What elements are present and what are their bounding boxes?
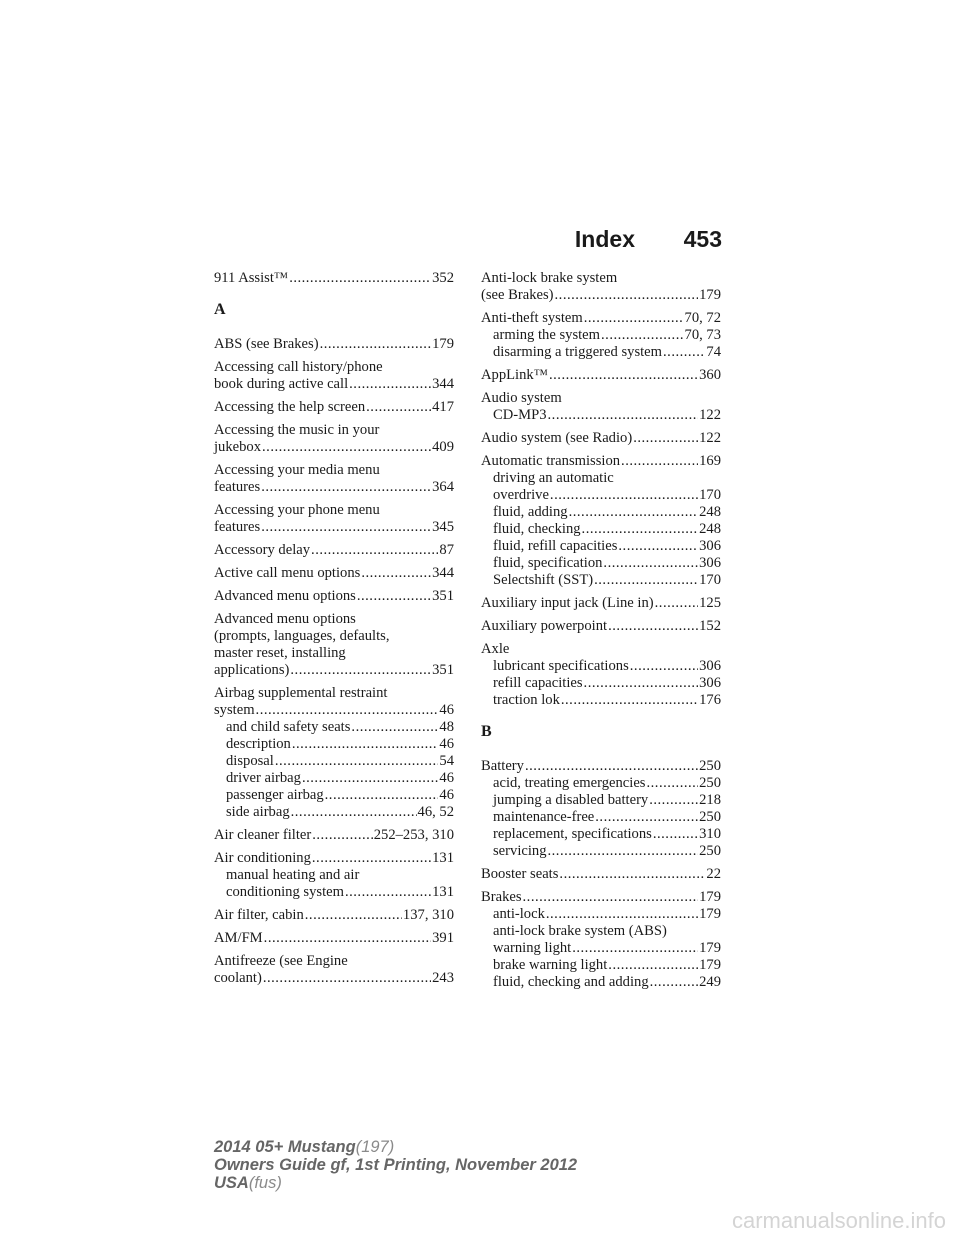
- index-subentry-line: [481, 843, 721, 860]
- index-column-left: [214, 270, 454, 993]
- index-term: Active call menu options: [214, 565, 361, 581]
- dot-leader: [275, 753, 439, 770]
- site-watermark: carmanualsonline.info: [731, 1208, 946, 1233]
- index-entry-line: [214, 930, 454, 947]
- index-entry-line: [481, 641, 721, 658]
- index-term: CD-MP3: [493, 407, 547, 423]
- index-entry-line: [214, 462, 454, 479]
- dot-leader: [261, 519, 431, 536]
- dot-leader: [555, 287, 699, 304]
- index-letter-heading: A: [214, 301, 226, 318]
- dot-leader: [320, 336, 432, 353]
- index-term: acid, treating emergencies: [493, 775, 646, 791]
- dot-leader: [561, 692, 698, 709]
- index-entry: [214, 399, 454, 416]
- index-entry-line: [214, 645, 454, 662]
- page-reference: 122: [699, 430, 721, 446]
- dot-leader: [649, 792, 698, 809]
- dot-leader: [290, 662, 431, 679]
- index-term: AM/FM: [214, 930, 263, 946]
- index-entry-line: [214, 502, 454, 519]
- index-term: Accessing the help screen: [214, 399, 366, 415]
- index-entry: [214, 462, 454, 496]
- footer-line-2: [214, 1156, 577, 1174]
- index-term: maintenance-free: [493, 809, 595, 825]
- dot-leader: [325, 787, 439, 804]
- index-term: and child safety seats: [226, 719, 351, 735]
- page-reference: 170: [699, 487, 721, 503]
- index-term: applications): [214, 662, 290, 678]
- index-entry-line: [214, 662, 454, 679]
- footer-printing: Owners Guide gf, 1st Printing, November 2012: [214, 1156, 578, 1174]
- dot-leader: [548, 407, 699, 424]
- index-term: fluid, adding: [493, 504, 568, 520]
- page-reference: 54: [439, 753, 454, 769]
- index-subentry-line: [481, 538, 721, 555]
- index-term: overdrive: [493, 487, 549, 503]
- index-term: jukebox: [214, 439, 262, 455]
- dot-leader: [312, 850, 431, 867]
- page-reference: 360: [699, 367, 721, 383]
- index-term: AppLink™: [481, 367, 548, 383]
- index-term: fluid, checking and adding: [493, 974, 649, 990]
- index-subentry-line: [214, 770, 454, 787]
- page-reference: 409: [432, 439, 454, 455]
- index-entry: [481, 758, 721, 860]
- dot-leader: [584, 310, 684, 327]
- index-term: Accessory delay: [214, 542, 311, 558]
- index-term: Accessing your media menu: [214, 462, 380, 478]
- index-entry-line: [481, 270, 721, 287]
- dot-leader: [655, 595, 698, 612]
- page-reference: 87: [439, 542, 454, 558]
- index-entry: [214, 611, 454, 679]
- page-reference: 364: [432, 479, 454, 495]
- dot-leader: [608, 618, 698, 635]
- dot-leader: [366, 399, 431, 416]
- index-term: Antifreeze (see Engine: [214, 953, 348, 969]
- index-term: Automatic transmission: [481, 453, 621, 469]
- index-entry-line: [214, 359, 454, 376]
- index-entry-line: [214, 336, 454, 353]
- index-subentry-line: [214, 753, 454, 770]
- index-term: Advanced menu options: [214, 611, 356, 627]
- index-term: fluid, refill capacities: [493, 538, 618, 554]
- index-entry: [481, 367, 721, 384]
- index-column-right: [481, 270, 721, 997]
- page-reference: 137, 310: [402, 907, 454, 923]
- index-term: anti-lock brake system (ABS): [493, 923, 667, 939]
- index-subentry-line: [481, 521, 721, 538]
- page-reference: 250: [699, 809, 721, 825]
- index-subentry-line: [214, 804, 454, 821]
- dot-leader: [264, 930, 431, 947]
- index-term: Accessing call history/phone: [214, 359, 383, 375]
- index-term: Booster seats: [481, 866, 559, 882]
- index-subentry-line: [481, 923, 721, 940]
- page-reference: 250: [699, 775, 721, 791]
- index-term: manual heating and air: [226, 867, 360, 883]
- index-term: driving an automatic: [493, 470, 614, 486]
- index-term: master reset, installing: [214, 645, 346, 661]
- index-subentry-line: [481, 906, 721, 923]
- index-term: features: [214, 519, 261, 535]
- dot-leader: [292, 736, 439, 753]
- page-reference: 218: [699, 792, 721, 808]
- page-reference: 391: [432, 930, 454, 946]
- page-reference: 170: [699, 572, 721, 588]
- page-reference: 46: [439, 702, 454, 718]
- index-subentry-line: [481, 572, 721, 589]
- index-entry: [214, 930, 454, 947]
- index-subentry-line: [214, 867, 454, 884]
- index-entry-line: [214, 519, 454, 536]
- index-entry-line: [481, 430, 721, 447]
- index-subentry-line: [481, 470, 721, 487]
- index-term: lubricant specifications: [493, 658, 629, 674]
- page-reference: 46: [439, 787, 454, 803]
- index-subentry-line: [481, 775, 721, 792]
- index-term: refill capacities: [493, 675, 583, 691]
- index-term: Auxiliary input jack (Line in): [481, 595, 654, 611]
- index-term: Selectshift (SST): [493, 572, 594, 588]
- index-subentry-line: [214, 719, 454, 736]
- dot-leader: [256, 702, 439, 719]
- index-term: Air conditioning: [214, 850, 311, 866]
- index-subentry-line: [481, 327, 721, 344]
- index-term: Anti-lock brake system: [481, 270, 618, 286]
- index-subentry-line: [481, 809, 721, 826]
- page-reference: 345: [432, 519, 454, 535]
- page-reference: 252–253, 310: [373, 827, 454, 843]
- index-entry-line: [214, 588, 454, 605]
- page-reference: 131: [432, 850, 454, 866]
- footer-line-3: [214, 1174, 577, 1192]
- page-reference: 249: [699, 974, 721, 990]
- page-reference: 48: [439, 719, 454, 735]
- page-reference: 250: [699, 758, 721, 774]
- dot-leader: [601, 327, 684, 344]
- page-reference: 122: [699, 407, 721, 423]
- index-entry-line: [214, 422, 454, 439]
- index-term: (prompts, languages, defaults,: [214, 628, 390, 644]
- page-reference: 152: [699, 618, 721, 634]
- page-reference: 74: [706, 344, 721, 360]
- dot-leader: [621, 453, 698, 470]
- index-term: Brakes: [481, 889, 522, 905]
- dot-leader: [559, 866, 705, 883]
- footer-market: USA: [214, 1174, 249, 1192]
- index-entry: [214, 588, 454, 605]
- index-subentry-line: [481, 957, 721, 974]
- page-footer: [214, 1138, 577, 1192]
- page-reference: 46, 52: [417, 804, 454, 820]
- dot-leader: [594, 572, 698, 589]
- index-term: Air filter, cabin: [214, 907, 304, 923]
- index-entry: [214, 953, 454, 987]
- dot-leader: [311, 542, 438, 559]
- page-reference: 352: [432, 270, 454, 286]
- index-entry: [481, 641, 721, 709]
- dot-leader: [663, 344, 705, 361]
- page-reference: 306: [699, 675, 721, 691]
- index-term: Accessing your phone menu: [214, 502, 380, 518]
- index-entry-line: [481, 287, 721, 304]
- index-term: ABS (see Brakes): [214, 336, 319, 352]
- index-subentry-line: [481, 487, 721, 504]
- index-entry-line: [214, 953, 454, 970]
- dot-leader: [653, 826, 698, 843]
- footer-market-code: (fus): [248, 1174, 282, 1192]
- dot-leader: [357, 588, 431, 605]
- dot-leader: [312, 827, 373, 844]
- index-subentry-line: [481, 974, 721, 991]
- index-entry: [214, 542, 454, 559]
- page-reference: 46: [439, 770, 454, 786]
- page-reference: 306: [699, 538, 721, 554]
- index-subentry-line: [214, 787, 454, 804]
- index-entry-line: [481, 310, 721, 327]
- index-subentry-line: [481, 555, 721, 572]
- page-reference: 306: [699, 555, 721, 571]
- index-entry: [481, 453, 721, 589]
- index-entry-line: [214, 479, 454, 496]
- index-entry: [214, 502, 454, 536]
- index-entry: [481, 270, 721, 304]
- index-entry-line: [214, 628, 454, 645]
- index-entry: [481, 595, 721, 612]
- index-term: features: [214, 479, 261, 495]
- page-reference: 131: [432, 884, 454, 900]
- footer-page-code: (197): [355, 1138, 395, 1156]
- page-title: Index: [574, 226, 635, 252]
- page-reference: 179: [699, 940, 721, 956]
- dot-leader: [647, 775, 699, 792]
- dot-leader: [289, 270, 431, 287]
- index-term: side airbag: [226, 804, 290, 820]
- index-term: system: [214, 702, 255, 718]
- index-entry: [214, 827, 454, 844]
- index-term: Axle: [481, 641, 510, 657]
- index-subentry-line: [481, 344, 721, 361]
- index-term: description: [226, 736, 291, 752]
- index-entry: [481, 866, 721, 883]
- index-entry: [214, 270, 454, 287]
- index-term: disarming a triggered system: [493, 344, 663, 360]
- page-number: 453: [683, 226, 722, 252]
- footer-model: 2014 05+ Mustang: [214, 1138, 356, 1156]
- page-reference: 243: [432, 970, 454, 986]
- index-term: disposal: [226, 753, 274, 769]
- index-entry-line: [214, 439, 454, 456]
- dot-leader: [633, 430, 698, 447]
- index-entry-line: [214, 565, 454, 582]
- index-entry: [481, 390, 721, 424]
- index-entry-line: [214, 376, 454, 393]
- index-entry-line: [481, 453, 721, 470]
- index-entry-line: [481, 889, 721, 906]
- index-term: arming the system: [493, 327, 601, 343]
- index-entry: [481, 618, 721, 635]
- index-entry-line: [481, 367, 721, 384]
- dot-leader: [525, 758, 698, 775]
- index-entry-line: [214, 270, 454, 287]
- index-term: conditioning system: [226, 884, 344, 900]
- index-subentry-line: [481, 826, 721, 843]
- index-term: anti-lock: [493, 906, 545, 922]
- index-entry: [214, 422, 454, 456]
- index-entry: [214, 850, 454, 901]
- dot-leader: [618, 538, 698, 555]
- page-reference: 179: [699, 906, 721, 922]
- dot-leader: [595, 809, 698, 826]
- dot-leader: [302, 770, 438, 787]
- dot-leader: [263, 970, 431, 987]
- dot-leader: [546, 906, 698, 923]
- dot-leader: [584, 675, 699, 692]
- page-reference: 250: [699, 843, 721, 859]
- index-term: passenger airbag: [226, 787, 324, 803]
- index-entry-line: [481, 758, 721, 775]
- dot-leader: [349, 376, 431, 393]
- page-reference: 70, 73: [684, 327, 721, 343]
- dot-leader: [569, 504, 699, 521]
- page-reference: 344: [432, 376, 454, 392]
- index-subentry-line: [481, 792, 721, 809]
- dot-leader: [582, 521, 699, 538]
- page-reference: 125: [699, 595, 721, 611]
- index-entry-line: [214, 542, 454, 559]
- index-term: Audio system: [481, 390, 562, 406]
- page-reference: 351: [432, 662, 454, 678]
- dot-leader: [305, 907, 402, 924]
- index-entry-line: [481, 595, 721, 612]
- index-entry-line: [214, 399, 454, 416]
- index-term: warning light: [493, 940, 572, 956]
- index-term: jumping a disabled battery: [493, 792, 649, 808]
- index-entry: [214, 565, 454, 582]
- index-entry-line: [214, 970, 454, 987]
- index-entry: [481, 889, 721, 991]
- index-entry: [214, 359, 454, 393]
- index-subentry-line: [214, 884, 454, 901]
- page-header: [214, 226, 722, 260]
- index-term: Audio system (see Radio): [481, 430, 633, 446]
- index-term: coolant): [214, 970, 262, 986]
- index-entry-line: [214, 702, 454, 719]
- page-reference: 46: [439, 736, 454, 752]
- index-term: fluid, checking: [493, 521, 581, 537]
- page-reference: 70, 72: [684, 310, 721, 326]
- index-entry: [214, 907, 454, 924]
- page-reference: 22: [706, 866, 721, 882]
- page-reference: 306: [699, 658, 721, 674]
- index-term: Airbag supplemental restraint: [214, 685, 388, 701]
- index-entry-line: [214, 685, 454, 702]
- dot-leader: [650, 974, 698, 991]
- index-letter-heading: B: [481, 723, 492, 740]
- page-reference: 344: [432, 565, 454, 581]
- dot-leader: [523, 889, 699, 906]
- index-subentry-line: [481, 504, 721, 521]
- index-term: servicing: [493, 843, 547, 859]
- dot-leader: [549, 367, 698, 384]
- dot-leader: [351, 719, 438, 736]
- dot-leader: [550, 487, 698, 504]
- page-reference: 248: [699, 504, 721, 520]
- index-entry-line: [214, 850, 454, 867]
- dot-leader: [291, 804, 417, 821]
- page-reference: 179: [699, 287, 721, 303]
- dot-leader: [608, 957, 698, 974]
- dot-leader: [572, 940, 698, 957]
- index-subentry-line: [481, 692, 721, 709]
- page-reference: 248: [699, 521, 721, 537]
- dot-leader: [603, 555, 698, 572]
- index-term: 911 Assist™: [214, 270, 289, 286]
- index-entry-line: [214, 611, 454, 628]
- index-entry-line: [481, 390, 721, 407]
- page-reference: 351: [432, 588, 454, 604]
- index-term: Anti-theft system: [481, 310, 583, 326]
- index-term: book during active call: [214, 376, 349, 392]
- index-entry: [214, 685, 454, 821]
- dot-leader: [345, 884, 431, 901]
- index-term: brake warning light: [493, 957, 608, 973]
- index-term: Auxiliary powerpoint: [481, 618, 608, 634]
- index-term: traction lok: [493, 692, 560, 708]
- index-term: replacement, specifications: [493, 826, 652, 842]
- index-entry-line: [481, 866, 721, 883]
- page-reference: 179: [432, 336, 454, 352]
- index-subentry-line: [481, 407, 721, 424]
- page-reference: 417: [432, 399, 454, 415]
- index-term: Battery: [481, 758, 524, 774]
- index-entry: [481, 310, 721, 361]
- index-term: Accessing the music in your: [214, 422, 380, 438]
- dot-leader: [261, 479, 431, 496]
- index-subentry-line: [481, 940, 721, 957]
- index-subentry-line: [481, 675, 721, 692]
- index-entry-line: [214, 907, 454, 924]
- dot-leader: [262, 439, 431, 456]
- page-reference: 310: [699, 826, 721, 842]
- index-term: Advanced menu options: [214, 588, 356, 604]
- page-reference: 179: [699, 889, 721, 905]
- index-entry-line: [214, 827, 454, 844]
- index-term: (see Brakes): [481, 287, 554, 303]
- page-reference: 176: [699, 692, 721, 708]
- page-reference: 179: [699, 957, 721, 973]
- index-term: Air cleaner filter: [214, 827, 312, 843]
- footer-line-1: [214, 1138, 577, 1156]
- index-subentry-line: [214, 736, 454, 753]
- dot-leader: [361, 565, 431, 582]
- index-entry-line: [481, 618, 721, 635]
- dot-leader: [630, 658, 698, 675]
- dot-leader: [548, 843, 699, 860]
- index-entry: [481, 430, 721, 447]
- index-term: driver airbag: [226, 770, 301, 786]
- index-entry: [214, 336, 454, 353]
- index-term: fluid, specification: [493, 555, 603, 571]
- page-reference: 169: [699, 453, 721, 469]
- index-subentry-line: [481, 658, 721, 675]
